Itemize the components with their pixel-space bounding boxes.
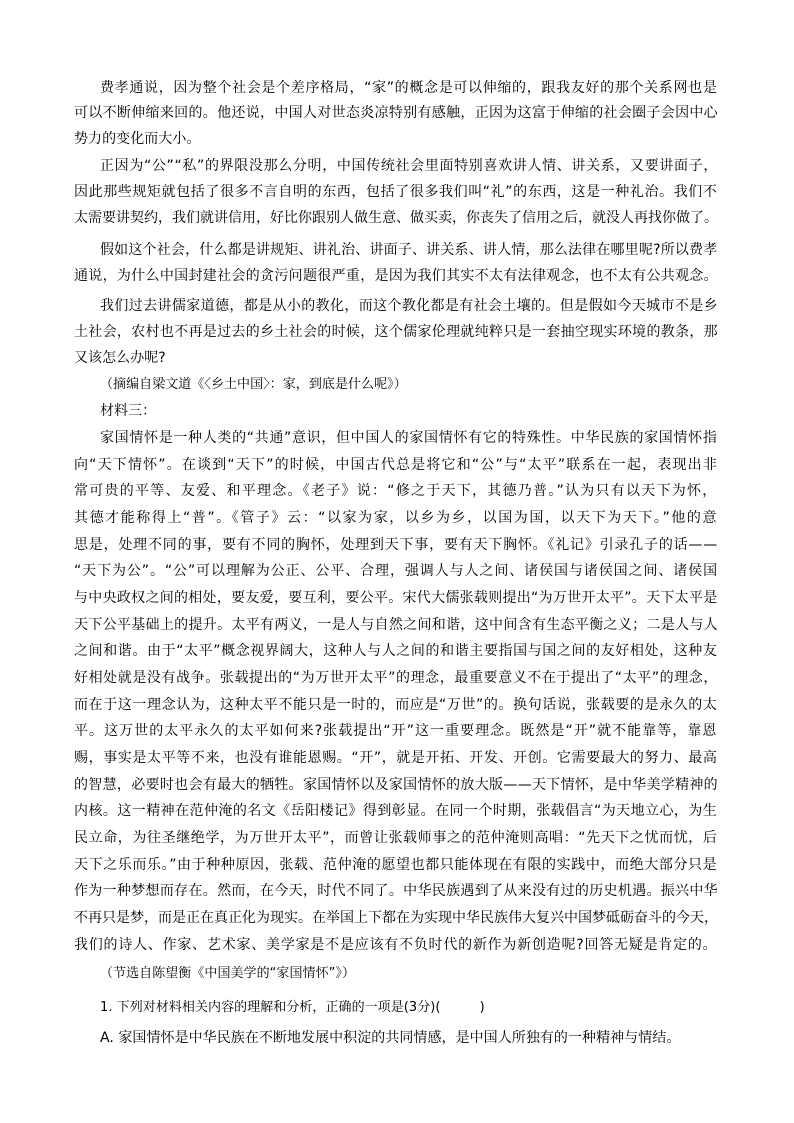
text-line: 内核。这一精神在范仲淹的名文《岳阳楼记》得到彰显。在同一个时期，张载倡言“为天地立心，为生 (74, 803, 718, 819)
text-line: 思是，处理不同的事，要有不同的胸怀，处理到天下事，要有天下胸怀。《礼记》引录孔子的话—— (74, 537, 718, 553)
text-line: 假如这个社会，什么都是讲规矩、讲礼治、讲面子、讲关系、讲人情，那么法律在哪里呢?所以费孝 (100, 242, 718, 258)
text-line: 土社会，农村也不再是过去的乡土社会的时候，这个儒家伦理就纯粹只是一套抽空现实环境的教条，那 (74, 324, 718, 340)
text-line: 通说，为什么中国封建社会的贪污问题很严重，是因为我们其实不太有法律观念，也不太有公共观念。 (74, 268, 718, 284)
text-line: 我们过去讲儒家道德，都是从小的教化，而这个教化都是有社会土壤的。但是假如今天城市不是乡 (100, 298, 718, 314)
text-line: 向“天下情怀”。在谈到“天下”的时候，中国古代总是将它和“公”与“太平”联系在一起，表现出非 (74, 457, 719, 473)
text-line: 势力的变化而大小。 (74, 131, 201, 147)
text-line: 民立命，为往圣继绝学，为万世开太平”，而曾让张载师事之的范仲淹则高唱：“先天下之忧而忧，后 (74, 830, 718, 846)
text-line: 家国情怀是一种人类的“共通”意识，但中国人的家国情怀有它的特殊性。中华民族的家国情怀指 (100, 430, 718, 446)
text-line: 的智慧，必要时也会有最大的牺牲。家国情怀以及家国情怀的放大版——天下情怀，是中华美学精神的 (74, 777, 718, 793)
source-citation: （摘编自梁文道《〈乡土中国〉：家，到底是什么呢》） (100, 377, 407, 392)
text-line: 常可贵的平等、友爱、和平理念。《老子》说：“修之于天下，其德乃普。”认为只有以天下为怀， (74, 483, 718, 499)
text-line: 我们的诗人、作家、艺术家、美学家是不是应该有不负时代的新作为新创造呢?回答无疑是肯定的。 (74, 937, 718, 953)
text-line: 不再只是梦，而是正在真正化为现实。在举国上下都在为实现中华民族伟大复兴中国梦砥砺奋斗的今天， (74, 910, 718, 926)
text-line: 正因为“公”“私”的界限没那么分明，中国传统社会里面特别喜欢讲人情、讲关系，又要讲面子， (100, 158, 719, 174)
text-line: 可以不断伸缩来回的。他还说，中国人对世态炎凉特别有感触，正因为这富于伸缩的社会圈子会因中心 (74, 105, 718, 121)
text-line: 好相处就是没有战争。张载提出的“为万世开太平”的理念，最重要意义不在于提出了“太平”的理念， (74, 670, 719, 686)
source-citation: （节选自陈望衡《中国美学的“家国情怀”》） (100, 966, 356, 981)
text-line: 之间和谐。由于“太平”概念视界阔大，这种人与人之间的和谐主要指国与国之间的友好相处，这种友 (74, 643, 718, 659)
section-heading: 材料三： (100, 403, 157, 419)
text-line: 与中央政权之间的相处，要友爱，要互利，要公平。宋代大儒张载则提出“为万世开太平”。天下太平是 (74, 590, 718, 606)
text-line: 赐，事实是太平等不来，也没有谁能恩赐。“开”，就是开拓、开发、开创。它需要最大的努力、最高 (74, 750, 718, 766)
text-line: 天下之乐而乐。”由于种种原因，张载、范仲淹的愿望也都只能体现在有限的实践中，而绝大部分只是 (74, 857, 718, 873)
text-line: 其德才能称得上“普”。《管子》云：“以家为家，以乡为乡，以国为国，以天下为天下。”他的意 (74, 510, 719, 526)
question-stem: 1. 下列对材料相关内容的理解和分析，正确的一项是(3分)( ) (100, 1000, 485, 1015)
text-line: 而在于这一理念认为，这种太平不能只是一时的，而应是“万世”的。换句话说，张载要的是永久的太 (74, 697, 718, 713)
text-line: 平。这万世的太平永久的太平如何来?张载提出“开”这一重要理念。既然是“开”就不能靠等，靠恩 (74, 723, 718, 739)
text-line: “天下为公”。“公”可以理解为公正、公平、合理，强调人与人之间、诸侯国与诸侯国之间、诸侯国 (74, 563, 719, 579)
text-line: 太需要讲契约，我们就讲信用，好比你跟别人做生意、做买卖，你丧失了信用之后，就没人再找你做了。 (74, 210, 718, 226)
text-line: 天下公平基础上的提升。太平有两义，一是人与自然之间和谐，这中间含有生态平衡之义；二是人与人 (74, 617, 718, 633)
text-line: 又该怎么办呢? (74, 350, 166, 366)
text-line: 费孝通说，因为整个社会是个差序格局，“家”的概念是可以伸缩的，跟我友好的那个关系网也是 (100, 80, 718, 96)
answer-option-a: A. 家国情怀是中华民族在不断地发展中积淀的共同情感，是中国人所独有的一种精神与情结。 (100, 1030, 681, 1046)
text-line: 因此那些规矩就包括了很多不言自明的东西，包括了很多我们叫“礼”的东西，这是一种礼治。我们不 (74, 184, 718, 200)
text-line: 作为一种梦想而存在。然而，在今天，时代不同了。中华民族遇到了从来没有过的历史机遇。振兴中华 (74, 883, 718, 899)
